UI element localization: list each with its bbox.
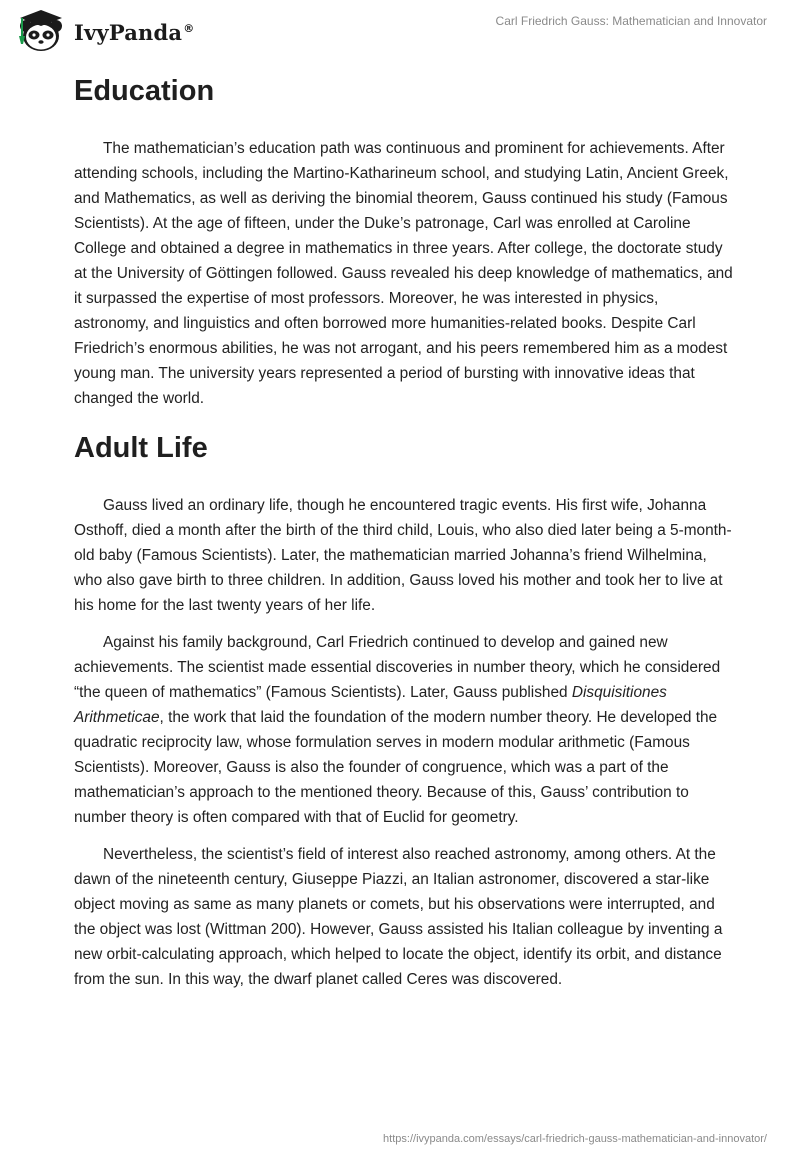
panda-graduation-cap-icon [14,8,68,54]
page-header [0,0,800,70]
section-heading-adult-life: Adult Life [74,432,208,464]
paragraph-text-after: , the work that laid the foundation of the modern number theory. He developed the quadratic reciprocity law, whose formulation serves in modern modular arithmetic (Famous Scientists). Moreover, Gauss is also the founder of congruence, which was a part of the mathematician’s approach to the mentioned theory. Because of this, Gauss’ contribution to number theory is often compared with that of Euclid for geometry. [74,709,718,826]
paragraph-text-before: Against his family background, Carl Friedrich continued to develop and gained new achievements. The scientist made essential discoveries in number theory, which he considered “the queen of mathematics” (Famous Scientists). Later, Gauss published [74,634,721,701]
adult-life-paragraph-3: Nevertheless, the scientist’s field of interest also reached astronomy, among others. At the dawn of the nineteenth century, Giuseppe Piazzi, an Italian astronomer, discovered a star-like object moving as same as many planets or comets, but his observations were interrupted, and the object was lost (Wittman 200). However, Gauss assisted his Italian colleague by inventing a new orbit-calculating approach, which helped to locate the object, identify its orbit, and distance from the sun. In this way, the dwarf planet called Ceres was discovered. [74,846,723,988]
adult-life-paragraph-1: Gauss lived an ordinary life, though he encountered tragic events. His first wife, Johanna Osthoff, died a month after the birth of the third child, Louis, who also died later being a 5-month-old baby (Famous Scientists). Later, the mathematician married Johanna’s friend Wilhelmina, who also gave birth to three children. In addition, Gauss loved his mother and took her to live at his home for the last twenty years of her life. [74,497,732,614]
section-heading-education: Education [74,75,215,107]
logo-wordmark: IvyPanda® [74,19,195,45]
education-paragraph: The mathematician’s education path was continuous and prominent for achievements. After attending schools, including the Martino-Katharineum school, and studying Latin, Ancient Greek, and Mathematics, as well as deriving the binomial theorem, Gauss continued his study (Famous Scientists). At the age of fifteen, under the Duke’s patronage, Carl was enrolled at Caroline College and obtained a degree in mathematics in three years. After college, the doctorate study at the University of Göttingen followed. Gauss revealed his deep knowledge of mathematics, and it surpassed the expertise of most professors. Moreover, he was interested in physics, astronomy, and linguistics and often borrowed more humanities-related books. Despite Carl Friedrich’s enormous abilities, he was not arrogant, and his peers remembered him as a modest young man. The university years represented a period of bursting with innovative ideas that changed the world. [74,140,733,407]
adult-life-paragraph-2 [74,630,734,830]
book-title-italic: Disquisitiones Arithmeticae [74,684,667,726]
essay-content [74,70,734,992]
source-url[interactable]: https://ivypanda.com/essays/carl-friedrich-gauss-mathematician-and-innovator/ [383,1133,767,1145]
registered-mark: ® [183,21,195,35]
document-title: Carl Friedrich Gauss: Mathematician and Innovator [495,14,767,28]
ivypanda-logo[interactable] [14,8,194,54]
